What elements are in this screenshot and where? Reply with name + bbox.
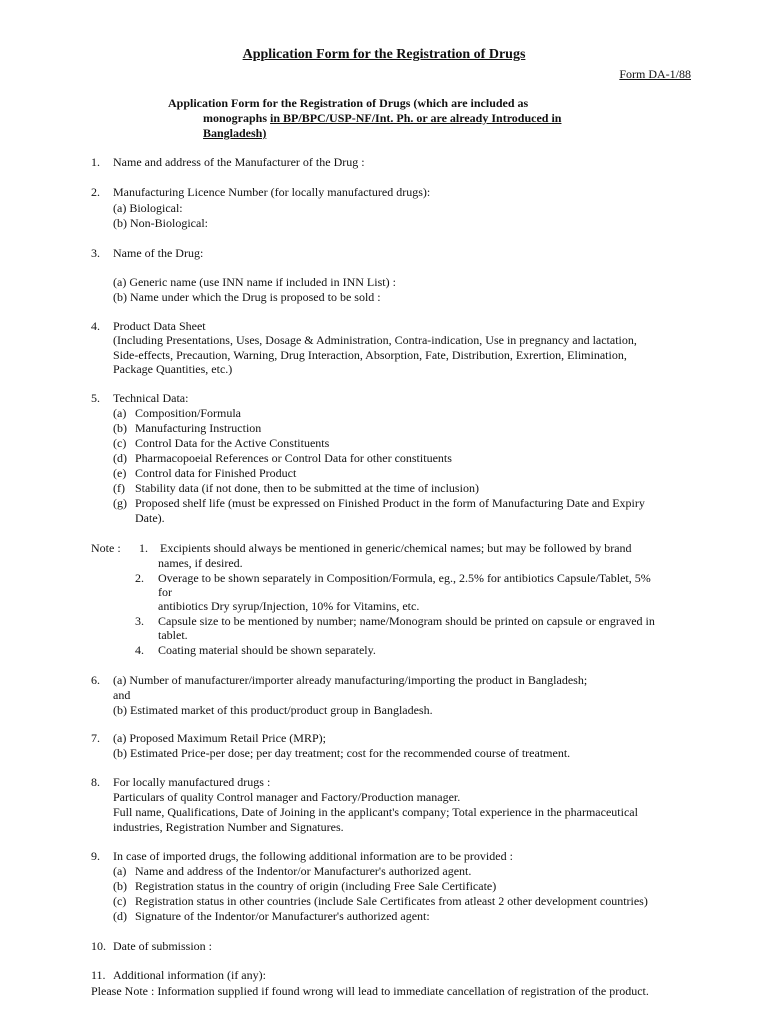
item-5-sub-key: (c) bbox=[113, 436, 127, 450]
item-5-sub-key: (g) bbox=[113, 496, 127, 510]
item-5-sub-key: (a) bbox=[113, 406, 127, 420]
item-8-line-2: Full name, Qualifications, Date of Joining in the applicant's company; Total experience in the pharmaceutical bbox=[113, 805, 638, 819]
item-5-sub-key: (b) bbox=[113, 421, 127, 435]
item-6-a: (a) Number of manufacturer/importer already manufacturing/importing the product in Bangladesh; bbox=[113, 673, 588, 687]
note-2-number: 2. bbox=[135, 571, 144, 585]
item-1-text: Name and address of the Manufacturer of the Drug : bbox=[113, 155, 365, 169]
item-5-text: Technical Data: bbox=[113, 391, 189, 405]
item-7-a: (a) Proposed Maximum Retail Price (MRP); bbox=[113, 731, 326, 745]
item-3-a: (a) Generic name (use INN name if included in INN List) : bbox=[113, 275, 396, 289]
note-1-line-1: Excipients should always be mentioned in generic/chemical names; but may be followed by brand bbox=[160, 541, 632, 555]
item-5-sub-key: (e) bbox=[113, 466, 127, 480]
item-9-sub-key: (a) bbox=[113, 864, 127, 878]
item-8-line-3: industries, Registration Number and Signatures. bbox=[113, 820, 344, 834]
item-5-sub-key: (d) bbox=[113, 451, 127, 465]
item-9-sub-key: (c) bbox=[113, 894, 127, 908]
item-9-sub-key: (d) bbox=[113, 909, 127, 923]
subtitle-line-2 bbox=[203, 111, 561, 126]
item-9-sub-key: (b) bbox=[113, 879, 127, 893]
item-11-number: 11. bbox=[91, 968, 106, 982]
item-6-number: 6. bbox=[91, 673, 100, 687]
item-8-line-1: Particulars of quality Control manager and Factory/Production manager. bbox=[113, 790, 461, 804]
note-4-number: 4. bbox=[135, 643, 144, 657]
item-7-number: 7. bbox=[91, 731, 100, 745]
item-3-b: (b) Name under which the Drug is proposed to be sold : bbox=[113, 290, 381, 304]
note-label: Note : bbox=[91, 541, 121, 555]
item-5-sub-text: Proposed shelf life (must be expressed on Finished Product in the form of Manufacturing Date and Expiry bbox=[135, 496, 645, 510]
item-4-line-2: Side-effects, Precaution, Warning, Drug Interaction, Absorption, Fate, Distribution, Exrertion, Elimination, bbox=[113, 348, 627, 362]
item-5-g-continuation: Date). bbox=[135, 511, 165, 525]
subtitle-line-2-prefix: monographs bbox=[203, 111, 271, 125]
item-2-a: (a) Biological: bbox=[113, 201, 183, 215]
item-9-sub-text: Signature of the Indentor/or Manufacturer's authorized agent: bbox=[135, 909, 430, 923]
item-3-number: 3. bbox=[91, 246, 100, 260]
item-3-text: Name of the Drug: bbox=[113, 246, 204, 260]
item-2-text: Manufacturing Licence Number (for locally manufactured drugs): bbox=[113, 185, 431, 199]
note-1-line-2: names, if desired. bbox=[158, 556, 243, 570]
item-5-sub-text: Stability data (if not done, then to be submitted at the time of inclusion) bbox=[135, 481, 479, 495]
item-11-text: Additional information (if any): bbox=[113, 968, 266, 982]
subtitle-line-3: Bangladesh) bbox=[203, 126, 267, 140]
item-2-number: 2. bbox=[91, 185, 100, 199]
form-number: Form DA-1/88 bbox=[619, 67, 691, 81]
item-8-number: 8. bbox=[91, 775, 100, 789]
note-2-line-3: antibiotics Dry syrup/Injection, 10% for Vitamins, etc. bbox=[158, 599, 420, 613]
note-3-line-2: tablet. bbox=[158, 628, 188, 642]
item-9-number: 9. bbox=[91, 849, 100, 863]
item-4-text: Product Data Sheet bbox=[113, 319, 206, 333]
item-4-line-1: (Including Presentations, Uses, Dosage & Administration, Contra-indication, Use in pregnancy and lactation, bbox=[113, 333, 637, 347]
item-9-text: In case of imported drugs, the following additional information are to be provided : bbox=[113, 849, 513, 863]
item-5-sub-key: (f) bbox=[113, 481, 125, 495]
note-2-line-2: for bbox=[158, 585, 172, 599]
item-8-text: For locally manufactured drugs : bbox=[113, 775, 271, 789]
item-5-sub-text: Control data for Finished Product bbox=[135, 466, 297, 480]
note-4-line-1: Coating material should be shown separately. bbox=[158, 643, 376, 657]
item-5-sub-text: Pharmacopoeial References or Control Data for other constituents bbox=[135, 451, 452, 465]
subtitle-line-2-underlined: in BP/BPC/USP-NF/Int. Ph. or are already Introduced in bbox=[270, 111, 562, 125]
item-5-sub-text: Composition/Formula bbox=[135, 406, 242, 420]
item-10-number: 10. bbox=[91, 939, 106, 953]
item-9-sub-text: Registration status in other countries (include Sale Certificates from atleast 2 other development countries) bbox=[135, 894, 648, 908]
item-6-and: and bbox=[113, 688, 131, 702]
item-5-sub-text: Manufacturing Instruction bbox=[135, 421, 262, 435]
item-5-number: 5. bbox=[91, 391, 100, 405]
item-2-b: (b) Non-Biological: bbox=[113, 216, 208, 230]
item-1-number: 1. bbox=[91, 155, 100, 169]
item-9-sub-text: Registration status in the country of origin (including Free Sale Certificate) bbox=[135, 879, 497, 893]
item-5-sub-text: Control Data for the Active Constituents bbox=[135, 436, 330, 450]
page-title: Application Form for the Registration of Drugs bbox=[242, 47, 526, 62]
item-10-text: Date of submission : bbox=[113, 939, 212, 953]
note-3-line-1: Capsule size to be mentioned by number; name/Monogram should be printed on capsule or engraved in bbox=[158, 614, 655, 628]
item-9-sub-text: Name and address of the Indentor/or Manufacturer's authorized agent. bbox=[135, 864, 472, 878]
item-6-b: (b) Estimated market of this product/product group in Bangladesh. bbox=[113, 703, 433, 717]
item-4-line-3: Package Quantities, etc.) bbox=[113, 362, 233, 376]
item-7-b: (b) Estimated Price-per dose; per day treatment; cost for the recommended course of treatment. bbox=[113, 746, 571, 760]
note-3-number: 3. bbox=[135, 614, 144, 628]
note-1-number: 1. bbox=[139, 541, 148, 555]
please-note: Please Note : Information supplied if found wrong will lead to immediate cancellation of registration of the product. bbox=[91, 984, 649, 998]
note-2-line-1: Overage to be shown separately in Composition/Formula, eg., 2.5% for antibiotics Capsule/Tablet, 5% bbox=[158, 571, 651, 585]
subtitle-line-1: Application Form for the Registration of Drugs (which are included as bbox=[168, 96, 529, 110]
item-4-number: 4. bbox=[91, 319, 100, 333]
